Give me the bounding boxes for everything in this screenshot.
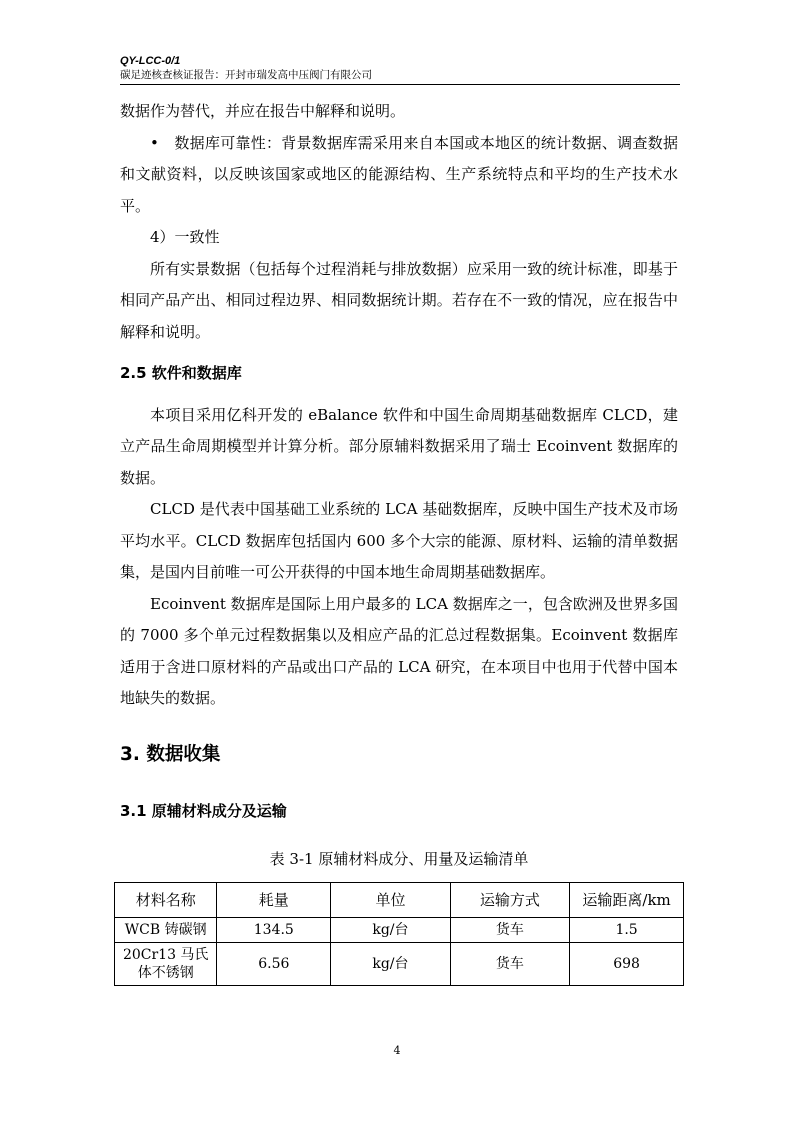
table-caption: 表 3-1 原辅材料成分、用量及运输清单 (269, 849, 529, 868)
table-header-row (115, 882, 684, 917)
table-row (115, 942, 684, 985)
page-header (120, 54, 680, 85)
paragraph-consistency: 所有实景数据（包括每个过程消耗与排放数据）应采用一致的统计标准，即基于相同产品产出、相同过程边界、相同数据统计期。若存在不一致的情况，应在报告中解释和说明。 (120, 259, 678, 341)
paragraph-software: 本项目采用亿科开发的 eBalance 软件和中国生命周期基础数据库 CLCD，建立产品生命周期模型并计算分析。部分原辅料数据采用了瑞士 Ecoinvent 数据库的数据。 (120, 405, 678, 487)
page-body (120, 96, 678, 986)
page-number: 4 (393, 1044, 401, 1057)
column-header: 单位 (331, 882, 450, 917)
materials-table (114, 882, 684, 986)
column-header: 耗量 (217, 882, 331, 917)
paragraph-consistency-heading: 4）一致性 (150, 228, 220, 246)
table-cell: 1.5 (570, 917, 684, 942)
table-cell: kg/台 (331, 942, 450, 985)
column-header: 运输距离/km (570, 882, 684, 917)
table-row (115, 917, 684, 942)
column-header: 运输方式 (450, 882, 569, 917)
section-heading-3-1: 3.1 原辅材料成分及运输 (120, 802, 287, 820)
table-cell: WCB 铸碳钢 (115, 917, 217, 942)
paragraph-clcd: CLCD 是代表中国基础工业系统的 LCA 基础数据库，反映中国生产技术及市场平均水平。CLCD 数据库包括国内 600 多个大宗的能源、原材料、运输的清单数据集，是国内目前唯一可公开获得的中国本地生命周期基础数据库。 (120, 500, 678, 581)
table-cell: 134.5 (217, 917, 331, 942)
table-cell: 20Cr13 马氏体不锈钢 (115, 942, 217, 985)
column-header: 材料名称 (115, 882, 217, 917)
table-cell: 698 (570, 942, 684, 985)
header-subtitle: 碳足迹核查核证报告：开封市瑞发高中压阀门有限公司 (120, 69, 372, 81)
paragraph-ecoinvent: Ecoinvent 数据库是国际上用户最多的 LCA 数据库之一，包含欧洲及世界多国的 7000 多个单元过程数据集以及相应产品的汇总过程数据集。Ecoinvent 数据库适用于含进口原材料的产品或出口产品的 LCA 研究，在本项目中也用于代替中国本地缺失的数据。 (120, 594, 678, 707)
section-heading-2-5: 2.5 软件和数据库 (120, 364, 242, 382)
paragraph-1: 数据作为替代，并应在报告中解释和说明。 (120, 102, 406, 120)
paragraph-database-reliability: • 数据库可靠性：背景数据库需采用来自本国或本地区的统计数据、调查数据和文献资料，以反映该国家或地区的能源结构、生产系统特点和平均的生产技术水平。 (120, 133, 678, 215)
table-cell: 货车 (450, 942, 569, 985)
table-cell: 6.56 (217, 942, 331, 985)
table-cell: 货车 (450, 917, 569, 942)
section-heading-3: 3. 数据收集 (120, 743, 221, 765)
table-cell: kg/台 (331, 917, 450, 942)
document-code: QY-LCC-0/1 (120, 55, 181, 67)
